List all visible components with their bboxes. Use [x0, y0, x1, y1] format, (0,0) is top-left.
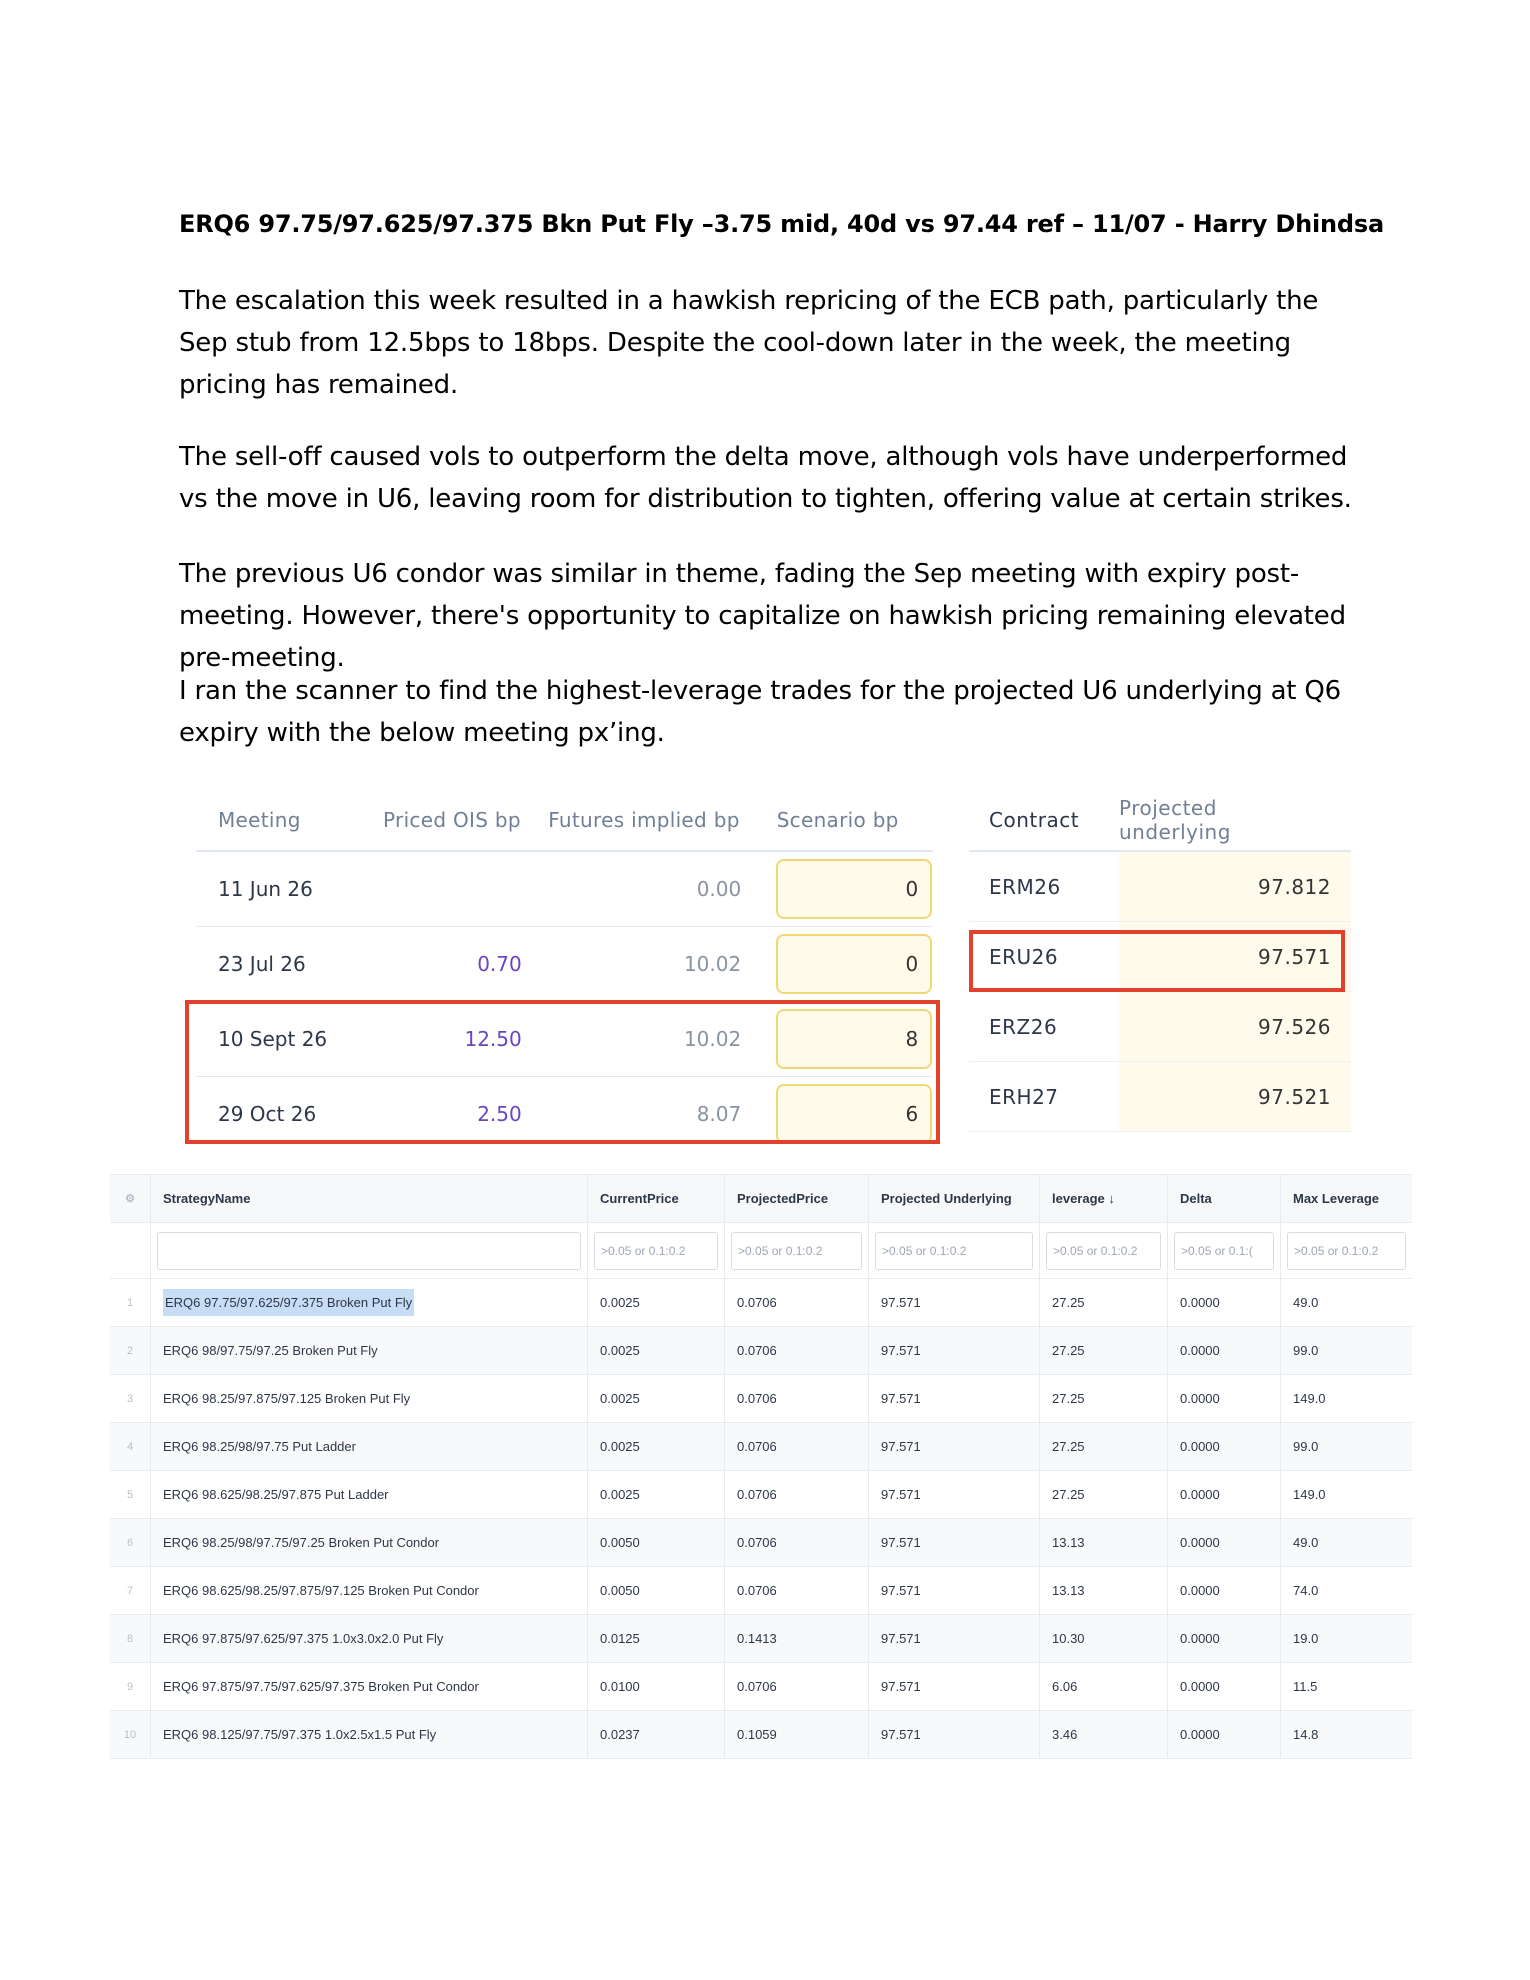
scenario-input[interactable]: 0	[776, 934, 932, 994]
table-row[interactable]	[110, 1615, 1412, 1663]
max-leverage-text: 49.0	[1293, 1295, 1319, 1310]
projected-price-cell	[725, 1567, 869, 1614]
table-row[interactable]	[110, 1519, 1412, 1567]
current-price-text: 0.0050	[600, 1535, 640, 1550]
header-projected-underlying: Projected underlying	[1119, 796, 1231, 844]
leverage-cell	[1040, 1567, 1168, 1614]
leverage-text: 13.13	[1052, 1535, 1085, 1550]
scenario-input[interactable]: 8	[776, 1009, 932, 1069]
paragraph-4: I ran the scanner to find the highest-leverage trades for the projected U6 underlying at Q6 expiry with the below meeting px’ing.	[179, 676, 1341, 748]
leverage-text: 27.25	[1052, 1343, 1085, 1358]
grid-filter-row	[110, 1223, 1412, 1279]
max-leverage-text: 11.5	[1293, 1679, 1318, 1694]
strategy-name-text: ERQ6 97.875/97.75/97.625/97.375 Broken Put Condor	[163, 1679, 479, 1694]
row-number-cell	[110, 1567, 151, 1614]
leverage-cell	[1040, 1519, 1168, 1566]
projected-underlying-cell	[869, 1279, 1040, 1326]
strategy-name-text: ERQ6 98.125/97.75/97.375 1.0x2.5x1.5 Put Fly	[163, 1727, 437, 1742]
strategy-name-cell	[151, 1423, 588, 1470]
row-number-cell	[110, 1327, 151, 1374]
table-row[interactable]	[110, 1663, 1412, 1711]
projected-underlying-text: 97.571	[881, 1679, 921, 1694]
strategy-name-cell	[151, 1711, 588, 1758]
strategy-name-text: ERQ6 98.25/98/97.75/97.25 Broken Put Condor	[163, 1535, 440, 1550]
meeting-date: 23 Jul 26	[218, 952, 306, 976]
projected-underlying-value: 97.571	[1119, 922, 1351, 991]
delta-text: 0.0000	[1180, 1391, 1220, 1406]
meeting-date: 10 Sept 26	[218, 1027, 328, 1051]
projected-price-cell	[725, 1423, 869, 1470]
max-leverage-cell	[1281, 1423, 1412, 1470]
highlight-box-eru26	[969, 930, 1345, 992]
projected-price-text: 0.1413	[737, 1631, 777, 1646]
projected-price-text: 0.0706	[737, 1343, 777, 1358]
max-leverage-text: 149.0	[1293, 1487, 1326, 1502]
current-price-text: 0.0025	[600, 1295, 640, 1310]
strategy-name-cell	[151, 1279, 588, 1326]
delta-cell	[1168, 1567, 1281, 1614]
max-leverage-text: 74.0	[1293, 1583, 1319, 1598]
projected-underlying-cell	[869, 1327, 1040, 1374]
meeting-row	[196, 927, 933, 1002]
max-leverage-text: 149.0	[1293, 1391, 1326, 1406]
projected-price-text: 0.0706	[737, 1535, 777, 1550]
projected-underlying-cell	[869, 1615, 1040, 1662]
delta-text: 0.0000	[1180, 1535, 1220, 1550]
current-price-text: 0.0025	[600, 1391, 640, 1406]
row-number-cell	[110, 1519, 151, 1566]
futures-implied-value: 0.00	[696, 877, 742, 901]
leverage-text: 27.25	[1052, 1487, 1085, 1502]
strategy-name-text: ERQ6 97.75/97.625/97.375 Broken Put Fly	[163, 1289, 414, 1316]
projected-underlying-text: 97.571	[881, 1439, 921, 1454]
delta-cell	[1168, 1519, 1281, 1566]
page-title: ERQ6 97.75/97.625/97.375 Bkn Put Fly –3.75 mid, 40d vs 97.44 ref – 11/07 - Harry Dhindsa	[179, 210, 1384, 238]
delta-text: 0.0000	[1180, 1487, 1220, 1502]
delta-text: 0.0000	[1180, 1727, 1220, 1742]
header-meeting: Meeting	[218, 808, 301, 832]
leverage-text: 27.25	[1052, 1439, 1085, 1454]
projected-price-text: 0.0706	[737, 1391, 777, 1406]
delta-text: 0.0000	[1180, 1439, 1220, 1454]
strategy-name-cell	[151, 1567, 588, 1614]
contract-row	[969, 992, 1351, 1062]
leverage-cell	[1040, 1711, 1168, 1758]
leverage-text: 10.30	[1052, 1631, 1085, 1646]
max-leverage-text: 14.8	[1293, 1727, 1319, 1742]
header-delta[interactable]: Delta	[1168, 1175, 1281, 1222]
projected-price-text: 0.1059	[737, 1727, 777, 1742]
current-price-text: 0.0125	[600, 1631, 640, 1646]
row-number-text: 6	[126, 1536, 134, 1549]
projected-price-cell	[725, 1711, 869, 1758]
max-leverage-text: 49.0	[1293, 1535, 1319, 1550]
table-row[interactable]	[110, 1375, 1412, 1423]
contract-table-header	[969, 790, 1351, 852]
projected-underlying-text: 97.571	[881, 1487, 921, 1502]
futures-implied-value: 10.02	[683, 1027, 742, 1051]
max-leverage-cell	[1281, 1567, 1412, 1614]
max-leverage-cell	[1281, 1471, 1412, 1518]
contract-code: ERU26	[989, 944, 1059, 969]
projected-underlying-text: 97.571	[881, 1727, 921, 1742]
header-current-price[interactable]: CurrentPrice	[588, 1175, 725, 1222]
current-price-text: 0.0100	[600, 1679, 640, 1694]
strategy-name-text: ERQ6 98.25/97.875/97.125 Broken Put Fly	[163, 1391, 411, 1406]
projected-price-text: 0.0706	[737, 1583, 777, 1598]
meeting-date: 11 Jun 26	[218, 877, 313, 901]
projected-price-text: 0.0706	[737, 1439, 777, 1454]
futures-implied-value: 8.07	[696, 1102, 742, 1126]
projected-price-cell	[725, 1279, 869, 1326]
leverage-text: 3.46	[1052, 1727, 1078, 1742]
contract-code: ERH27	[989, 1084, 1059, 1109]
current-price-text: 0.0025	[600, 1439, 640, 1454]
contract-row	[969, 852, 1351, 922]
priced-ois-value: 12.50	[464, 1027, 522, 1051]
current-price-cell	[588, 1423, 725, 1470]
leverage-cell	[1040, 1423, 1168, 1470]
delta-cell	[1168, 1327, 1281, 1374]
meeting-date: 29 Oct 26	[218, 1102, 317, 1126]
delta-text: 0.0000	[1180, 1583, 1220, 1598]
strategy-name-cell	[151, 1615, 588, 1662]
max-leverage-cell	[1281, 1711, 1412, 1758]
contract-code: ERM26	[989, 874, 1061, 899]
table-row[interactable]	[110, 1567, 1412, 1615]
strategy-name-text: ERQ6 97.875/97.625/97.375 1.0x3.0x2.0 Put Fly	[163, 1631, 444, 1646]
projected-price-cell	[725, 1471, 869, 1518]
filter-spacer	[110, 1223, 151, 1278]
row-number-text: 10	[123, 1728, 137, 1741]
delta-cell	[1168, 1711, 1281, 1758]
scenario-input[interactable]: 0	[776, 859, 932, 919]
paragraph-3: The previous U6 condor was similar in theme, fading the Sep meeting with expiry post-meeting. However, there's opportunity to capitalize on hawkish pricing remaining elevated pre-meeting.	[179, 559, 1346, 673]
current-price-cell	[588, 1471, 725, 1518]
projected-underlying-value: 97.521	[1119, 1062, 1351, 1131]
row-number-cell	[110, 1471, 151, 1518]
projected-underlying-cell	[869, 1423, 1040, 1470]
projected-price-text: 0.0706	[737, 1295, 777, 1310]
projected-underlying-cell	[869, 1375, 1040, 1422]
leverage-filter[interactable]: >0.05 or 0.1:0.2	[1046, 1232, 1161, 1270]
header-contract: Contract	[989, 808, 1080, 832]
contract-row	[969, 1062, 1351, 1132]
projected-underlying-value: 97.812	[1119, 852, 1351, 921]
current-price-cell	[588, 1375, 725, 1422]
max-leverage-cell	[1281, 1279, 1412, 1326]
strategy-name-cell	[151, 1663, 588, 1710]
current-price-text: 0.0025	[600, 1487, 640, 1502]
table-row[interactable]	[110, 1423, 1412, 1471]
delta-filter[interactable]: >0.05 or 0.1:(	[1174, 1232, 1274, 1270]
leverage-cell	[1040, 1471, 1168, 1518]
header-futures-implied: Futures implied bp	[548, 808, 740, 832]
max-leverage-cell	[1281, 1663, 1412, 1710]
projected-price-cell	[725, 1519, 869, 1566]
highlight-box-sep-oct	[185, 1000, 940, 1144]
current-price-text: 0.0237	[600, 1727, 640, 1742]
current-price-cell	[588, 1519, 725, 1566]
strategy-name-cell	[151, 1375, 588, 1422]
delta-text: 0.0000	[1180, 1295, 1220, 1310]
row-number-cell	[110, 1615, 151, 1662]
contract-code: ERZ26	[989, 1014, 1058, 1039]
header-projected-price[interactable]: ProjectedPrice	[725, 1175, 869, 1222]
row-number-cell	[110, 1663, 151, 1710]
strategy-name-filter[interactable]	[157, 1232, 581, 1270]
row-number-text: 9	[126, 1680, 134, 1693]
max-leverage-text: 19.0	[1293, 1631, 1319, 1646]
strategy-name-text: ERQ6 98.625/98.25/97.875 Put Ladder	[163, 1487, 389, 1502]
current-price-text: 0.0025	[600, 1343, 640, 1358]
projected-underlying-text: 97.571	[881, 1295, 921, 1310]
grid-header	[110, 1174, 1412, 1223]
leverage-text: 27.25	[1052, 1391, 1085, 1406]
delta-cell	[1168, 1279, 1281, 1326]
current-price-cell	[588, 1567, 725, 1614]
projected-underlying-text: 97.571	[881, 1343, 921, 1358]
delta-cell	[1168, 1375, 1281, 1422]
delta-cell	[1168, 1615, 1281, 1662]
row-number-text: 3	[126, 1392, 134, 1405]
max-leverage-filter[interactable]: >0.05 or 0.1:0.2	[1287, 1232, 1406, 1270]
header-priced-ois: Priced OIS bp	[383, 808, 521, 832]
header-max-leverage[interactable]: Max Leverage	[1293, 1191, 1379, 1206]
current-price-cell	[588, 1327, 725, 1374]
leverage-text: 13.13	[1052, 1583, 1085, 1598]
projected-underlying-cell	[869, 1663, 1040, 1710]
row-number-text: 5	[126, 1488, 134, 1501]
projected-underlying-cell	[869, 1471, 1040, 1518]
row-number-text: 4	[126, 1440, 134, 1453]
projected-underlying-text: 97.571	[881, 1535, 921, 1550]
leverage-cell	[1040, 1279, 1168, 1326]
projected-price-cell	[725, 1615, 869, 1662]
projected-underlying-text: 97.571	[881, 1391, 921, 1406]
projected-price-filter[interactable]: >0.05 or 0.1:0.2	[731, 1232, 862, 1270]
strategy-name-cell	[151, 1327, 588, 1374]
header-scenario: Scenario bp	[776, 808, 899, 832]
paragraph-2: The sell-off caused vols to outperform the delta move, although vols have underperformed vs the move in U6, leaving room for distribution to tighten, offering value at certain strikes.	[179, 442, 1352, 514]
table-row[interactable]	[110, 1279, 1412, 1327]
table-row[interactable]	[110, 1711, 1412, 1759]
projected-price-cell	[725, 1375, 869, 1422]
max-leverage-cell	[1281, 1615, 1412, 1662]
projected-underlying-filter[interactable]: >0.05 or 0.1:0.2	[875, 1232, 1033, 1270]
leverage-cell	[1040, 1615, 1168, 1662]
current-price-cell	[588, 1663, 725, 1710]
leverage-cell	[1040, 1663, 1168, 1710]
current-price-filter[interactable]: >0.05 or 0.1:0.2	[594, 1232, 718, 1270]
delta-text: 0.0000	[1180, 1631, 1220, 1646]
futures-implied-value: 10.02	[683, 952, 742, 976]
scenario-input[interactable]: 6	[776, 1084, 932, 1144]
delta-cell	[1168, 1423, 1281, 1470]
max-leverage-text: 99.0	[1293, 1343, 1319, 1358]
projected-underlying-value: 97.526	[1119, 992, 1351, 1061]
max-leverage-cell	[1281, 1519, 1412, 1566]
leverage-text: 27.25	[1052, 1295, 1085, 1310]
strategy-name-text: ERQ6 98.625/98.25/97.875/97.125 Broken Put Condor	[163, 1583, 479, 1598]
current-price-text: 0.0050	[600, 1583, 640, 1598]
row-number-cell	[110, 1711, 151, 1758]
strategy-name-text: ERQ6 98/97.75/97.25 Broken Put Fly	[163, 1343, 378, 1358]
max-leverage-cell	[1281, 1375, 1412, 1422]
table-row[interactable]	[110, 1471, 1412, 1519]
meeting-table-header	[196, 790, 933, 852]
leverage-cell	[1040, 1327, 1168, 1374]
row-number-text: 1	[126, 1296, 134, 1309]
row-number-text: 2	[126, 1344, 134, 1357]
priced-ois-value: 2.50	[477, 1102, 522, 1126]
projected-price-cell	[725, 1663, 869, 1710]
delta-cell	[1168, 1663, 1281, 1710]
projected-price-cell	[725, 1327, 869, 1374]
header-leverage[interactable]: leverage ↓	[1040, 1175, 1168, 1222]
row-number-cell	[110, 1423, 151, 1470]
strategy-name-cell	[151, 1519, 588, 1566]
header-projected-underlying[interactable]: Projected Underlying	[869, 1175, 1040, 1222]
leverage-text: 6.06	[1052, 1679, 1078, 1694]
table-row[interactable]	[110, 1327, 1412, 1375]
header-strategy-name[interactable]: StrategyName	[151, 1175, 588, 1222]
projected-underlying-text: 97.571	[881, 1583, 921, 1598]
strategy-name-text: ERQ6 98.25/98/97.75 Put Ladder	[163, 1439, 356, 1454]
projected-price-text: 0.0706	[737, 1487, 777, 1502]
priced-ois-value: 0.70	[477, 952, 522, 976]
delta-cell	[1168, 1471, 1281, 1518]
projected-underlying-cell	[869, 1567, 1040, 1614]
strategy-name-cell	[151, 1471, 588, 1518]
projected-underlying-cell	[869, 1711, 1040, 1758]
leverage-cell	[1040, 1375, 1168, 1422]
paragraph-1: The escalation this week resulted in a hawkish repricing of the ECB path, particularly the Sep stub from 12.5bps to 18bps. Despite the cool-down later in the week, the meeting pricing has remained.	[179, 286, 1319, 400]
row-number-text: 8	[126, 1632, 134, 1645]
row-number-cell	[110, 1375, 151, 1422]
current-price-cell	[588, 1279, 725, 1326]
projected-underlying-cell	[869, 1519, 1040, 1566]
max-leverage-cell	[1281, 1327, 1412, 1374]
gear-icon[interactable]: ⚙	[110, 1175, 151, 1222]
meeting-row	[196, 852, 933, 927]
current-price-cell	[588, 1615, 725, 1662]
max-leverage-text: 99.0	[1293, 1439, 1319, 1454]
delta-text: 0.0000	[1180, 1679, 1220, 1694]
row-number-cell	[110, 1279, 151, 1326]
strategy-grid	[110, 1174, 1412, 1759]
current-price-cell	[588, 1711, 725, 1758]
projected-price-text: 0.0706	[737, 1679, 777, 1694]
delta-text: 0.0000	[1180, 1343, 1220, 1358]
row-number-text: 7	[126, 1584, 134, 1597]
projected-underlying-text: 97.571	[881, 1631, 921, 1646]
